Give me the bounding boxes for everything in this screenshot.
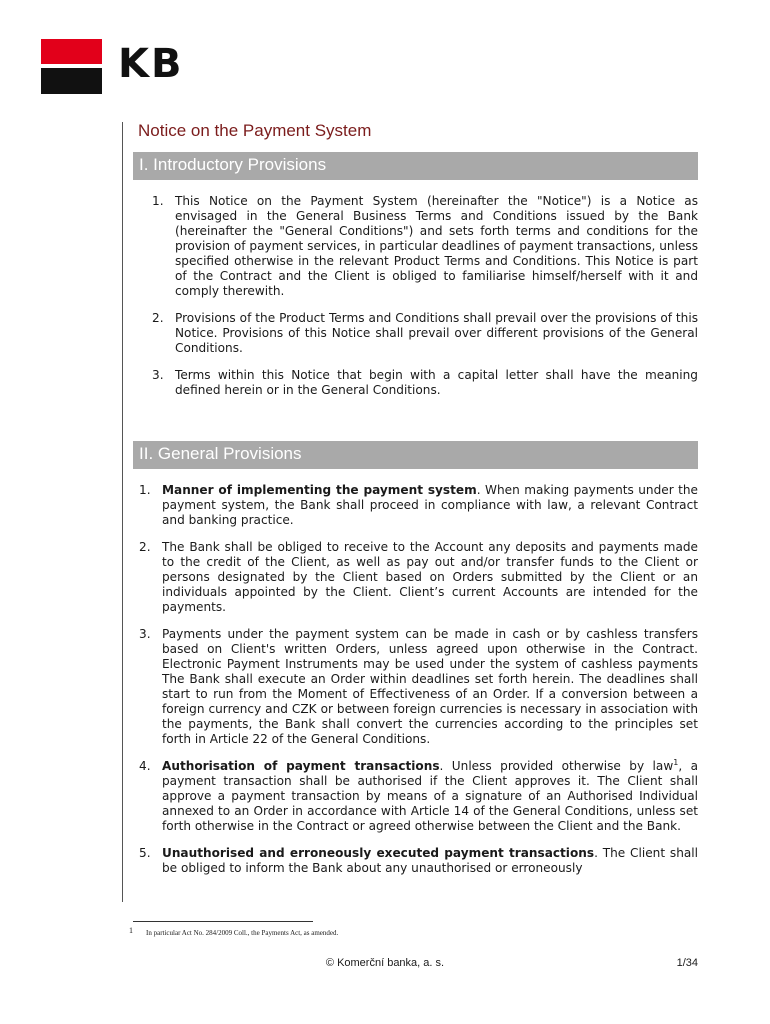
list-item [139,311,698,356]
footer-copyright: © Komerční banka, a. s. [325,957,445,969]
item-number: 3. [152,368,164,382]
kb-logo-mark [41,39,102,94]
page-number: 1/34 [676,957,698,969]
item-text: This Notice on the Payment System (hereinafter the "Notice") is a Notice as envisaged in the General Business Terms and Conditions issued by the Bank (hereinafter the "General Conditions") and sets forth terms and conditions for the provision of payment services, in particular deadlines of payment transactions, unless specified otherwise in the relevant Product Terms and Conditions. This Notice is part of the Contract and the Client is obliged to familiarise himself/herself with it and comply therewith. [175,194,698,298]
list-item [139,483,698,528]
item-number: 1. [139,483,151,497]
footnote-mark: 1 [129,926,133,935]
item-text: . When making payments under the payment system, the Bank shall proceed in compliance with law, a relevant Contract and banking practice. [162,483,698,527]
item-text: The Bank shall be obliged to receive to the Account any deposits and payments made to the credit of the Client, as well as pay out and/or transfer funds to the Client or persons designated by the Client based on Orders submitted by the Client or an individuals appointed by the Client. Client’s current Accounts are intended for the payments. [162,540,698,614]
footnote-divider [133,921,313,922]
section-heading-text: II. General Provisions [139,444,302,463]
list-item [139,368,698,398]
item-text: Provisions of the Product Terms and Conditions shall prevail over the provisions of this Notice. Provisions of this Notice shall prevail over different provisions of the General Conditions. [175,311,698,355]
item-number: 2. [139,540,151,554]
list-item [139,540,698,615]
section-heading-general [133,441,698,469]
section-heading-text: I. Introductory Provisions [139,155,327,174]
item-bold-lead: Authorisation of payment transactions [162,759,440,773]
item-number: 4. [139,759,151,773]
general-provisions-list [139,483,698,888]
item-text-lead: . Unless provided otherwise by law [439,759,674,773]
list-item [139,194,698,299]
list-item [139,846,698,876]
item-number: 1. [152,194,164,208]
item-text: . The Client shall be obliged to inform the Bank about any unauthorised or erroneously [162,846,698,875]
footnote-text: In particular Act No. 284/2009 Coll., the Payments Act, as amended. [146,929,339,937]
list-item [139,627,698,747]
item-text: Payments under the payment system can be made in cash or by cashless transfers based on Client's written Orders, unless agreed upon otherwise in the Contract. Electronic Payment Instruments may be used under the system of cashless payments The Bank shall execute an Order within deadlines set forth herein. The deadlines shall start to run from the Moment of Effectiveness of an Order. If a conversion between a foreign currency and CZK or between foreign currencies is necessary in association with the payments, the Bank shall convert the currencies according to the principles set forth in Article 22 of the General Conditions. [162,627,698,746]
item-bold-lead: Unauthorised and erroneously executed payment transactions [162,846,595,860]
footnote-reference[interactable]: 1 [673,757,679,767]
item-number: 2. [152,311,164,325]
logo-black-block [41,68,102,94]
introductory-provisions-list [139,194,698,410]
left-margin-rule [122,122,123,902]
logo-red-block [41,39,102,64]
item-number: 5. [139,846,151,860]
list-item [139,759,698,834]
kb-logo-text: KB [118,41,184,87]
section-heading-introductory [133,152,698,180]
item-text: Terms within this Notice that begin with a capital letter shall have the meaning defined herein or in the General Conditions. [175,368,698,397]
item-text: , a payment transaction shall be authorised if the Client approves it. The Client shall approve a payment transaction by means of a signature of an Authorised Individual annexed to an Order in accordance with Article 14 of the General Conditions, unless set forth otherwise in the Contract or agreed otherwise between the Client and the Bank. [162,759,698,833]
document-title: Notice on the Payment System [138,121,372,140]
item-number: 3. [139,627,151,641]
item-bold-lead: Manner of implementing the payment system [162,483,477,497]
